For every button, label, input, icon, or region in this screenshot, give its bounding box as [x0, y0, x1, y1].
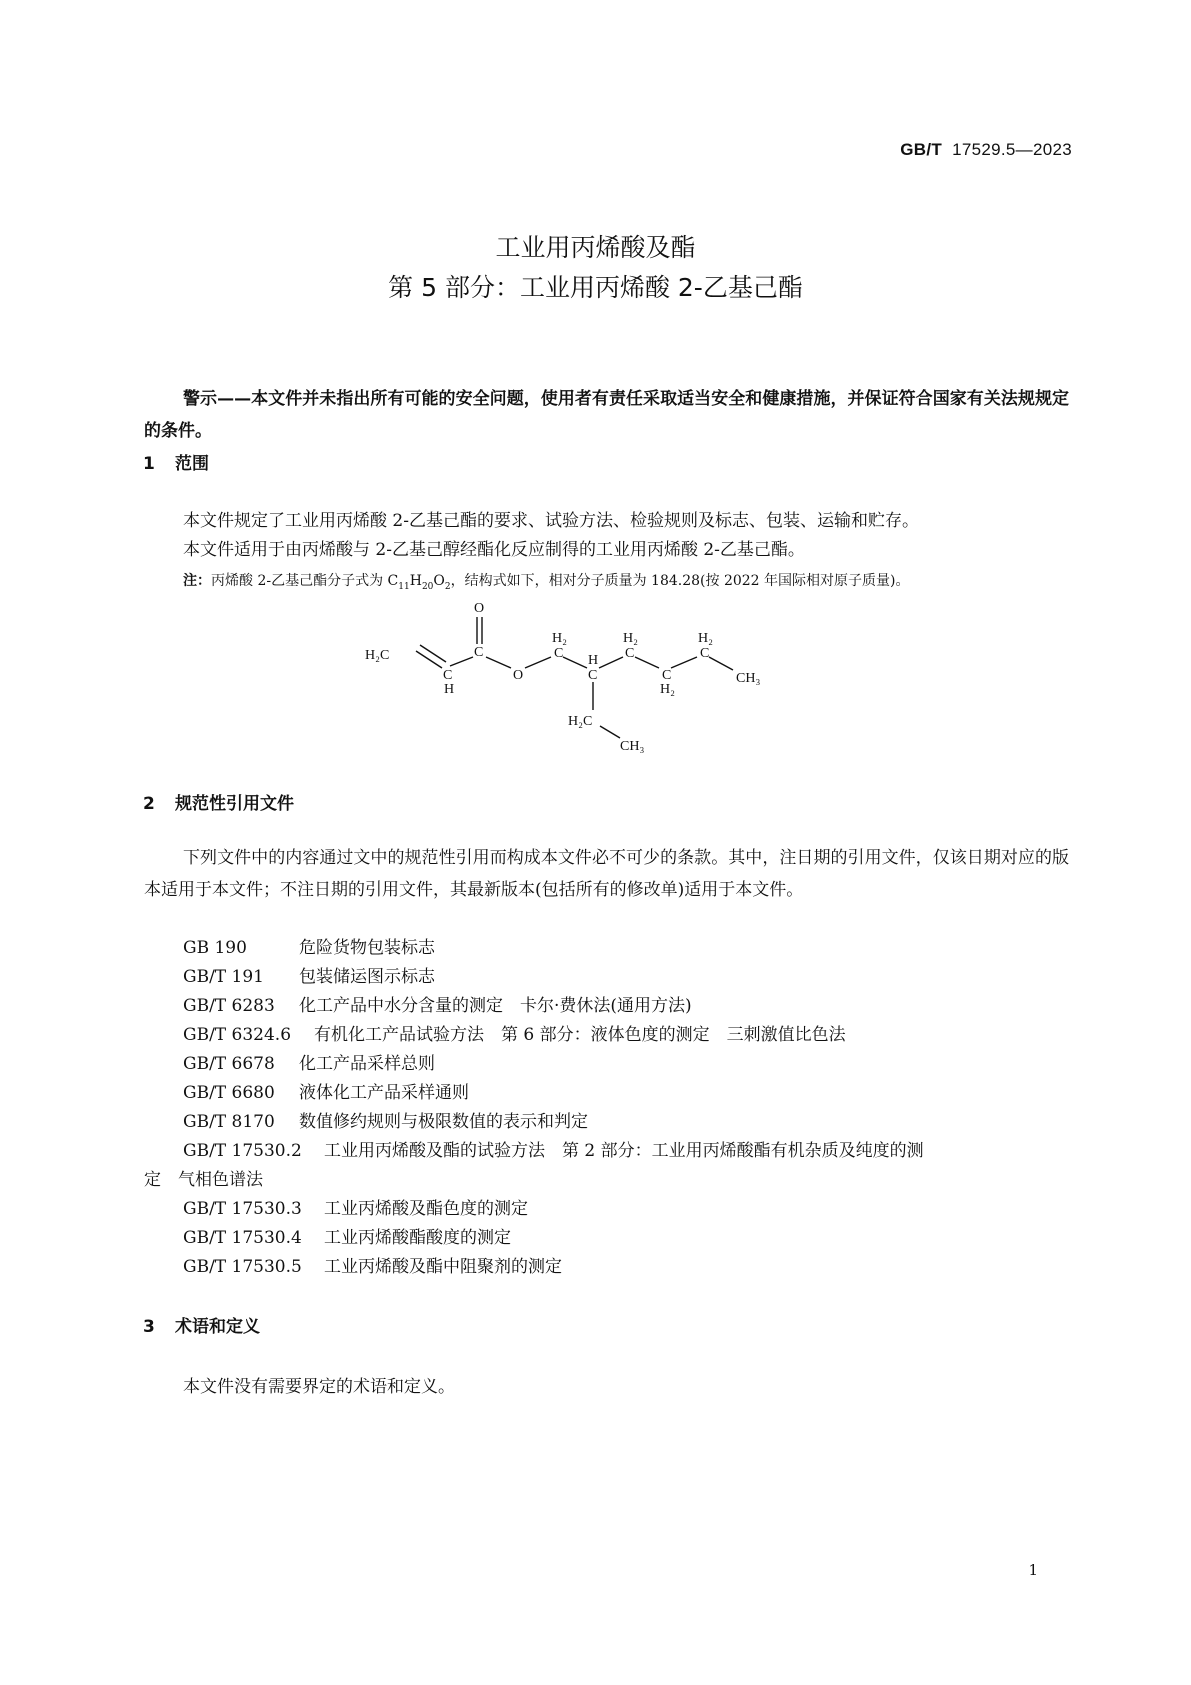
- atom-c3-h: H₂: [623, 631, 638, 646]
- atom-carbonyl-c: C: [474, 645, 484, 660]
- atom-ester-o: O: [513, 668, 524, 683]
- reference-title: 工业丙烯酸及酯中阻聚剂的测定: [324, 1257, 562, 1277]
- reference-code: GB/T 17530.3: [183, 1199, 302, 1219]
- reference-item: [183, 1252, 562, 1277]
- reference-code: GB/T 6680: [183, 1083, 275, 1103]
- bond-double-b: [420, 645, 446, 662]
- standard-number: [900, 140, 1072, 160]
- atom-c5: C: [700, 646, 710, 661]
- note-label: 注：: [183, 573, 211, 589]
- formula-h-count: 20: [421, 581, 434, 592]
- atom-branch-ch3: CH₃: [620, 739, 645, 754]
- reference-title: 工业丙烯酸酯酸度的测定: [324, 1228, 511, 1248]
- reference-title: 液体化工产品采样通则: [299, 1083, 469, 1103]
- document-title-line2: 第 5 部分：工业用丙烯酸 2-乙基己酯: [388, 273, 803, 302]
- atom-c2: C: [588, 668, 598, 683]
- atom-ch3-end: CH₃: [736, 671, 761, 686]
- reference-code: GB/T 6678: [183, 1054, 275, 1074]
- reference-code: GB/T 8170: [183, 1112, 275, 1132]
- formula-o: O: [433, 573, 445, 589]
- section-number: 1: [143, 454, 155, 474]
- atom-c3: C: [625, 646, 635, 661]
- scope-paragraph-1: 本文件规定了工业用丙烯酸 2-乙基己酯的要求、试验方法、检验规则及标志、包装、运输和贮存。: [183, 511, 919, 531]
- bond-ch-carbonyl: [450, 657, 473, 666]
- reference-continuation: 定 气相色谱法: [144, 1170, 263, 1190]
- reference-item: [183, 1107, 588, 1132]
- reference-code: GB/T 6324.6: [183, 1025, 292, 1045]
- standard-prefix: GB/T: [900, 140, 943, 159]
- reference-code: GB/T 17530.4: [183, 1228, 302, 1248]
- bond-c3-c4: [635, 657, 659, 668]
- normative-intro: 下列文件中的内容通过文中的规范性引用而构成本文件必不可少的条款。其中，注日期的引用文件，仅该日期对应的版本适用于本文件；不注日期的引用文件，其最新版本(包括所有的修改单)适用于本文件。: [144, 848, 1069, 900]
- atom-c1: C: [554, 646, 564, 661]
- reference-item: [183, 1194, 528, 1219]
- scope-note: [183, 570, 910, 592]
- reference-item: [183, 1078, 469, 1103]
- reference-code: GB/T 17530.2: [183, 1141, 302, 1161]
- note-text-2: ，结构式如下，相对分子质量为 184.28(按 2022 年国际相对原子质量)。: [450, 573, 910, 589]
- section-number: 2: [143, 794, 155, 814]
- scope-paragraph-2: 本文件适用于由丙烯酸与 2-乙基己醇经酯化反应制得的工业用丙烯酸 2-乙基己酯。: [183, 540, 805, 560]
- note-text-1: 丙烯酸 2-乙基己酯分子式为: [211, 573, 388, 589]
- reference-item: [183, 1136, 924, 1161]
- bond-c5-ch3: [709, 657, 733, 670]
- reference-code: GB/T 191: [183, 967, 264, 987]
- section-heading-scope: [143, 449, 209, 474]
- bond-c1-c2: [563, 657, 587, 668]
- section-number: 3: [143, 1317, 155, 1337]
- atom-c5-h: H₂: [698, 631, 713, 646]
- section-title: 术语和定义: [175, 1317, 260, 1337]
- atom-h2c-left: H₂C: [365, 648, 390, 663]
- reference-title: 危险货物包装标志: [299, 938, 435, 958]
- reference-title: 化工产品中水分含量的测定 卡尔·费休法(通用方法): [299, 996, 692, 1016]
- atom-c4: C: [662, 668, 672, 683]
- formula-h: H: [409, 573, 422, 589]
- reference-title: 工业用丙烯酸及酯的试验方法 第 2 部分：工业用丙烯酸酯有机杂质及纯度的测: [324, 1141, 924, 1161]
- section-heading-terms: [143, 1312, 260, 1337]
- reference-title: 有机化工产品试验方法 第 6 部分：液体色度的测定 三刺激值比色法: [314, 1025, 846, 1045]
- reference-item: [183, 1049, 435, 1074]
- reference-item: [183, 991, 692, 1016]
- document-title-line1: 工业用丙烯酸及酯: [495, 233, 696, 262]
- formula-c: C: [387, 573, 399, 589]
- atom-c4-h: H₂: [660, 682, 675, 697]
- reference-item: [183, 1223, 511, 1248]
- reference-title: 化工产品采样总则: [299, 1054, 435, 1074]
- reference-title: 工业丙烯酸及酯色度的测定: [324, 1199, 528, 1219]
- safety-warning: 警示——本文件并未指出所有可能的安全问题，使用者有责任采取适当安全和健康措施，并保证符合国家有关法规规定的条件。: [144, 389, 1069, 441]
- standard-code: 17529.5—2023: [952, 140, 1072, 159]
- reference-code: GB 190: [183, 938, 247, 958]
- reference-item: [183, 1020, 846, 1045]
- bond-c2-c3: [599, 657, 623, 668]
- atom-c1-h: H₂: [552, 631, 567, 646]
- terms-paragraph: 本文件没有需要界定的术语和定义。: [183, 1377, 455, 1397]
- formula-c-count: 11: [398, 581, 410, 592]
- reference-title: 包装储运图示标志: [299, 967, 435, 987]
- reference-item: [183, 962, 435, 987]
- bond-ester-o-c1: [525, 657, 551, 668]
- molecular-formula: [387, 573, 451, 592]
- atom-ch-h: H: [444, 682, 455, 697]
- reference-item: [183, 933, 435, 958]
- bond-c4-c5: [671, 657, 697, 668]
- page-number: 1: [1028, 1561, 1038, 1579]
- atom-carbonyl-o: O: [474, 601, 485, 616]
- section-title: 规范性引用文件: [175, 794, 294, 814]
- bond-double-a: [416, 651, 442, 668]
- reference-code: GB/T 6283: [183, 996, 275, 1016]
- atom-c2-h: H: [588, 653, 599, 668]
- atom-branch-ch2: H₂C: [568, 714, 593, 729]
- section-heading-normative: [143, 789, 294, 814]
- reference-title: 数值修约规则与极限数值的表示和判定: [299, 1112, 588, 1132]
- bond-branch-ch3: [600, 726, 620, 738]
- atom-ch-c: C: [443, 668, 453, 683]
- formula-o-count: 2: [444, 581, 451, 592]
- structural-formula: [365, 596, 820, 766]
- bond-carbonyl-ester-o: [486, 657, 511, 668]
- reference-code: GB/T 17530.5: [183, 1257, 302, 1277]
- section-title: 范围: [175, 454, 209, 474]
